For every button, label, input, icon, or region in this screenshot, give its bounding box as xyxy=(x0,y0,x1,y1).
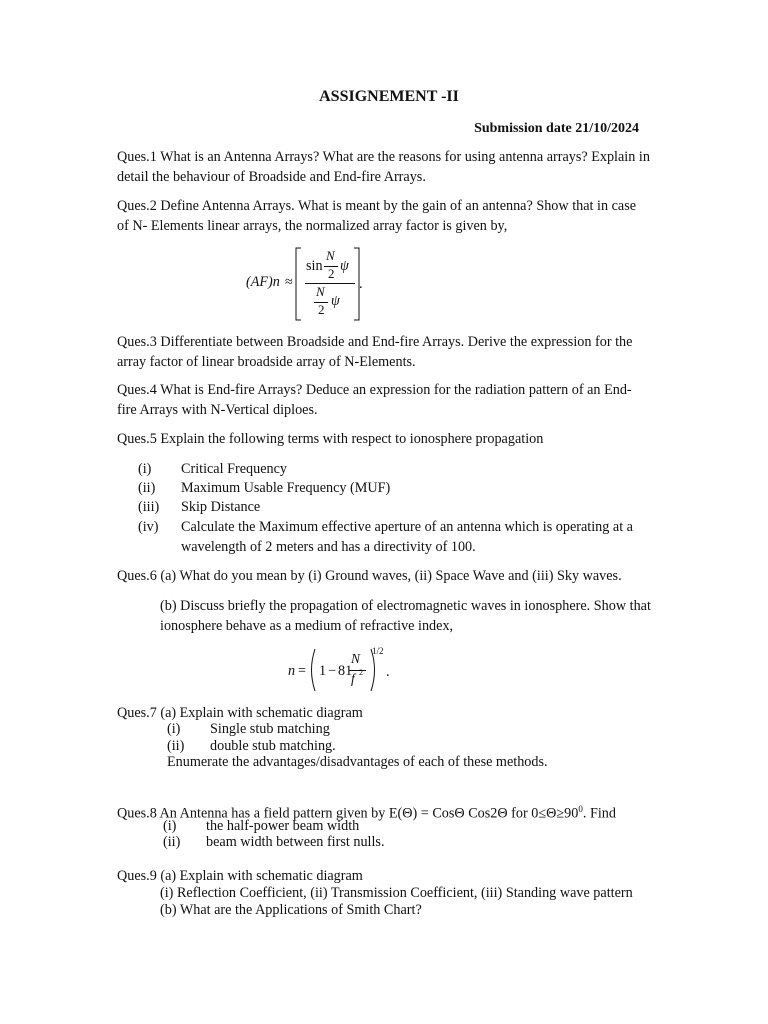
question-8-line-1-end: . Find xyxy=(582,805,616,822)
question-1-line-2: detail the behaviour of Broadside and End-fire Arrays. xyxy=(117,168,426,185)
formula2-N: N xyxy=(351,651,361,666)
question-7 xyxy=(117,705,657,722)
question-5-line-1: Ques.5 Explain the following terms with respect to ionosphere propagation xyxy=(117,431,544,447)
question-8-superscript: 0 xyxy=(578,804,583,814)
formula-main-fraction-bar xyxy=(305,283,355,284)
formula2-f-squared: 2 xyxy=(359,668,363,677)
list-item-text: double stub matching. xyxy=(210,738,336,754)
question-2-line-1: Ques.2 Define Antenna Arrays. What is meant by the gain of an antenna? Show that in case xyxy=(117,198,637,214)
formula-den-psi: ψ xyxy=(331,293,340,309)
formula-approx-sign: ≈ xyxy=(285,274,293,290)
question-9-line-1: Ques.9 (a) Explain with schematic diagram xyxy=(117,868,363,884)
question-6 xyxy=(117,567,657,587)
list-item-text: the half-power beam width xyxy=(206,818,360,834)
list-item-text: Calculate the Maximum effective aperture of an antenna which is operating at a xyxy=(181,519,633,535)
list-item-number: (iv) xyxy=(138,519,159,535)
list-item-text-continued: wavelength of 2 meters and has a directivity of 100. xyxy=(181,539,476,555)
formula2-exponent: 1/2 xyxy=(372,646,384,656)
list-item-text: Single stub matching xyxy=(210,721,330,737)
question-3 xyxy=(117,333,657,372)
formula-num-N: N xyxy=(326,248,335,263)
question-8-line-1: Ques.8 An Antenna has a field pattern given by E(Θ) = CosΘ Cos2Θ for 0≤Θ≥90 xyxy=(117,805,579,822)
question-5 xyxy=(117,430,657,450)
formula2-equals: = xyxy=(298,663,307,679)
list-item-text: Skip Distance xyxy=(181,499,261,515)
question-9-line-3: (b) What are the Applications of Smith Chart? xyxy=(160,902,422,918)
formula2-f: f xyxy=(351,671,355,686)
question-8 xyxy=(117,801,616,823)
question-4-line-1: Ques.4 What is End-fire Arrays? Deduce an expression for the radiation pattern of an End- xyxy=(117,382,632,398)
question-6-line-1: Ques.6 (a) What do you mean by (i) Ground waves, (ii) Space Wave and (iii) Sky waves. xyxy=(117,568,622,584)
question-2-line-2: of N- Elements linear arrays, the normalized array factor is given by, xyxy=(117,217,508,234)
question-9-line-2: (i) Reflection Coefficient, (ii) Transmission Coefficient, (iii) Standing wave pattern xyxy=(160,885,633,901)
formula-den-N: N xyxy=(316,284,325,299)
list-item-number: (ii) xyxy=(163,834,181,850)
question-9-subparts xyxy=(160,885,633,919)
question-6-part-b xyxy=(160,596,651,636)
formula-sin: sin xyxy=(306,258,323,274)
list-item-number: (i) xyxy=(163,818,177,834)
formula-num-two: 2 xyxy=(328,266,335,281)
question-3-line-1: Ques.3 Differentiate between Broadside and End-fire Arrays. Derive the expression for the xyxy=(117,334,633,350)
list-item-text: beam width between first nulls. xyxy=(206,834,385,850)
list-item-number: (i) xyxy=(138,461,152,477)
list-item-number: (ii) xyxy=(167,738,185,754)
formula2-end-dot: . xyxy=(386,664,390,680)
formula2-lhs: n xyxy=(288,663,296,679)
submission-date: Submission date 21/10/2024 xyxy=(474,121,639,136)
question-1-line-1: Ques.1 What is an Antenna Arrays? What are the reasons for using antenna arrays? Explain in xyxy=(117,149,650,165)
question-9 xyxy=(117,868,363,885)
question-1 xyxy=(117,148,657,187)
formula2-coefficient: 81 xyxy=(338,663,353,679)
question-2 xyxy=(117,197,657,236)
formula-den-two: 2 xyxy=(318,302,325,317)
formula-end-dot: . xyxy=(359,276,363,292)
question-7-closing-line: Enumerate the advantages/disadvantages of each of these methods. xyxy=(167,754,548,770)
question-7-line-1: Ques.7 (a) Explain with schematic diagram xyxy=(117,705,363,721)
question-6-b-line-2: ionosphere behave as a medium of refractive index, xyxy=(160,618,454,634)
list-item-number: (iii) xyxy=(138,499,160,515)
list-item-text: Critical Frequency xyxy=(181,461,287,477)
formula2-minus: − xyxy=(328,663,337,679)
question-3-line-2: array factor of linear broadside array of N-Elements. xyxy=(117,353,416,370)
formula2-one: 1 xyxy=(319,663,327,679)
list-item-number: (ii) xyxy=(138,480,156,496)
question-4-line-2: fire Arrays with N-Vertical diploes. xyxy=(117,401,318,418)
question-6-b-line-1: (b) Discuss briefly the propagation of electromagnetic waves in ionosphere. Show that xyxy=(160,598,651,614)
page-title: ASSIGNEMENT -II xyxy=(319,88,459,105)
formula-lhs: (AF)n xyxy=(246,274,280,290)
list-item-number: (i) xyxy=(167,721,181,737)
list-item-text: Maximum Usable Frequency (MUF) xyxy=(181,480,391,496)
question-4 xyxy=(117,381,657,420)
formula-num-psi: ψ xyxy=(340,258,349,274)
